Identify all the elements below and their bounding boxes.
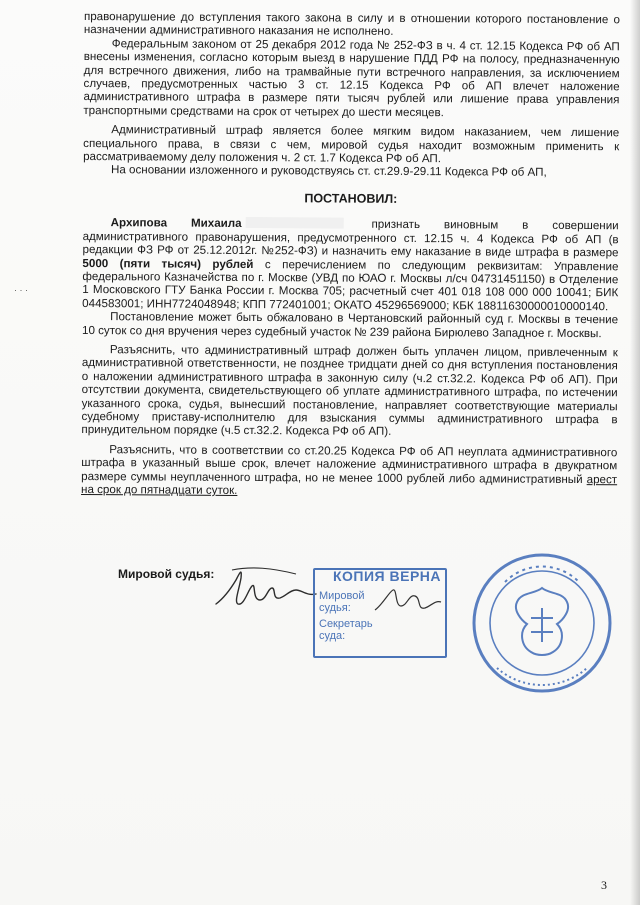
emblem-icon <box>467 548 617 698</box>
stamp-title: КОПИЯ ВЕРНА <box>333 568 442 584</box>
signature-icon <box>212 560 322 620</box>
fine-amount: 5000 (пяти тысяч) рублей <box>82 256 254 271</box>
copy-certified-stamp <box>313 568 447 658</box>
judge-signature-label: Мировой судья: <box>118 567 215 581</box>
stamp-line-2: судья: <box>319 602 351 614</box>
paragraph-8-underlined: арест на срок до пятнадцати суток. <box>81 472 618 497</box>
stamp-signature-icon <box>373 584 443 620</box>
paragraph-8 <box>81 443 617 500</box>
paragraph-8-text: Разъяснить, что в соответствии со ст.20.25 Кодекса РФ об АП неуплата административного штрафа в указанный выше срок, влечет наложение административного штрафа в двукратном размере суммы неуплаченного штрафа, но не менее 1000 рублей либо административный <box>81 442 618 486</box>
defendant-name: Архипова Михаила <box>110 216 242 231</box>
paragraph-2: Федеральным законом от 25 декабря 2012 года № 252-ФЗ в ч. 4 ст. 12.15 Кодекса РФ об АП внесены изменения, согласно которым выезд в нарушение ПДД РФ на полосу, предназначенную для встречного движения, либо на трамвайные пути встречного направления, за исключением случаев, предусмотренных частью 3 ст. 12.15 Кодекса РФ об АП влечет наложение административного штрафа в размере пяти тысяч рублей или лишение права управления транспортными средствами на срок от четырех до шести месяцев. <box>83 36 620 120</box>
stamp-line-4: суда: <box>319 630 346 642</box>
paragraph-5-text-a: признать виновным в совершении административного правонарушения, предусмотренного ст. 12.15 ч. 4 Кодекса РФ об АП (в редакции ФЗ РФ от 25.12.2012г. №252-ФЗ) и назначить ему наказание в виде штрафа в размере <box>82 218 619 260</box>
page-number: 3 <box>601 878 607 892</box>
stamp-line-1: Мировой <box>319 590 365 602</box>
stamp-line-3: Секретарь <box>319 618 373 630</box>
resolution-heading: ПОСТАНОВИЛ: <box>304 191 398 206</box>
scan-edge-shadow <box>630 0 640 905</box>
paragraph-6: Постановление может быть обжаловано в Чертановский районный суд г. Москвы в течение 10 суток со дня вручения через судебный участок № 239 района Бирюлево Западное г. Москвы. <box>82 310 619 340</box>
paragraph-4: На основании изложенного и руководствуясь ст. ст.29.9-29.11 Кодекса РФ об АП, <box>110 163 547 180</box>
paragraph-5 <box>82 216 619 313</box>
scan-mark: · · · <box>14 285 28 295</box>
paragraph-5-text-b: с перечислением по следующим реквизитам: Управление федерального Казначейства по г. Москве (УВД по ЮАО г. Москвы л/сч 04731451150) в Отделение 1 Московского ГТУ Банка России г. Москва 705; расчетный счет 401 018 108 000 000 10041; БИК 044583001; ИНН7724048948; КПП 772401001; ОКАТО 45296569000; КБК 18811630000010000140. <box>82 257 619 313</box>
paragraph-1: правонарушение до вступления такого закона в силу и в отношении которого постановление о назначении административного наказания не исполнено. <box>83 10 620 39</box>
redaction-block <box>246 217 344 229</box>
paragraph-7: Разъяснить, что административный штраф должен быть уплачен лицом, привлеченным к административной ответственности, не позднее тридцати дней со дня вступления постановления о наложении административного штрафа в законную силу (ч.2 ст.32.2. Кодекса РФ об АП). При отсутствии документа, свидетельствующего об уплате административного штрафа, по истечении указанного срока, судья, вынесший постановление, направляет соответствующие материалы судебному приставу-исполнителю для взыскания суммы административного штрафа в принудительном порядке (ч.5 ст.32.2. Кодекса РФ об АП). <box>81 343 618 439</box>
paragraph-3: Административный штраф является более мягким видом наказанием, чем лишение специального права, в связи с чем, мировой судья находит возможным применить к рассматриваемому делу положения ч. 2 ст. 1.7 Кодекса РФ об АП. <box>83 123 620 166</box>
document-body <box>81 10 620 500</box>
